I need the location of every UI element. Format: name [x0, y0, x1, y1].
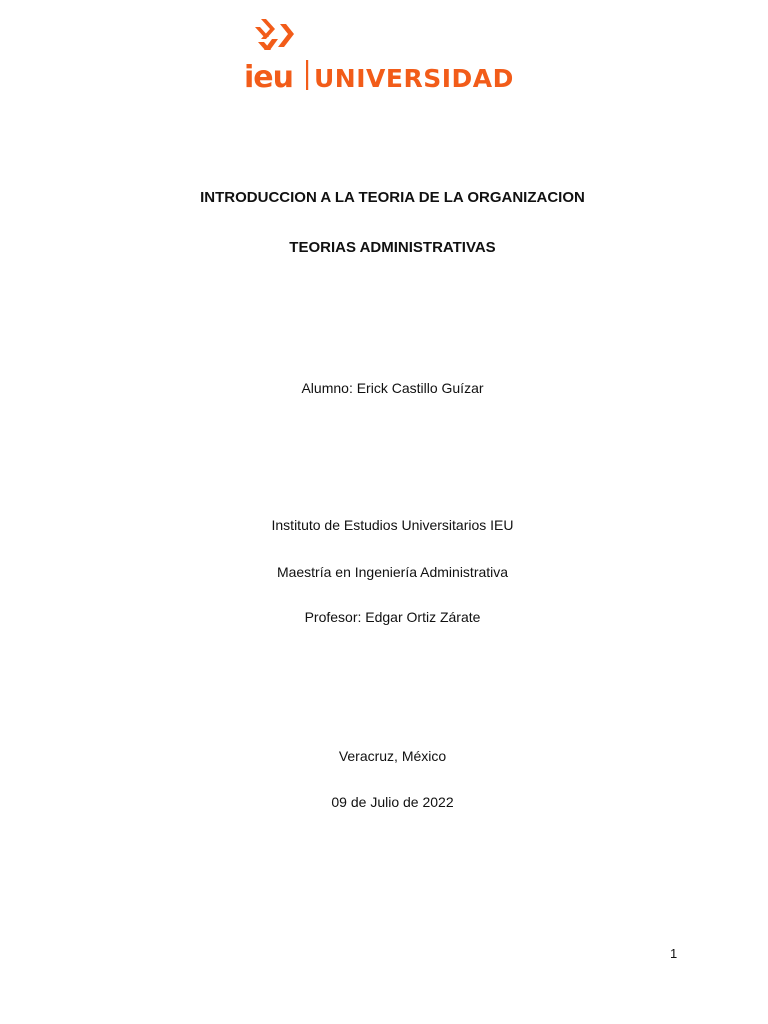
institution-name: Instituto de Estudios Universitarios IEU — [271, 517, 514, 533]
professor-name: Profesor: Edgar Ortiz Zárate — [304, 609, 481, 625]
ieu-logo-graphic — [244, 14, 534, 94]
universidad-text: UNIVERSIDAD — [314, 64, 514, 93]
ieu-universidad-logo — [0, 14, 768, 94]
course-title: INTRODUCCION A LA TEORIA DE LA ORGANIZACION — [200, 189, 585, 206]
date: 09 de Julio de 2022 — [331, 794, 454, 810]
ieu-wordmark — [244, 60, 514, 94]
ieu-text: ieu — [244, 60, 293, 94]
program-name: Maestría en Ingeniería Administrativa — [276, 564, 509, 580]
page-number: 1 — [670, 946, 678, 961]
logo-divider — [306, 60, 308, 90]
location: Veracruz, México — [338, 748, 447, 764]
document-subtitle: TEORIAS ADMINISTRATIVAS — [289, 239, 496, 256]
chevron-mark-icon — [255, 19, 294, 50]
student-name: Alumno: Erick Castillo Guízar — [301, 380, 484, 396]
